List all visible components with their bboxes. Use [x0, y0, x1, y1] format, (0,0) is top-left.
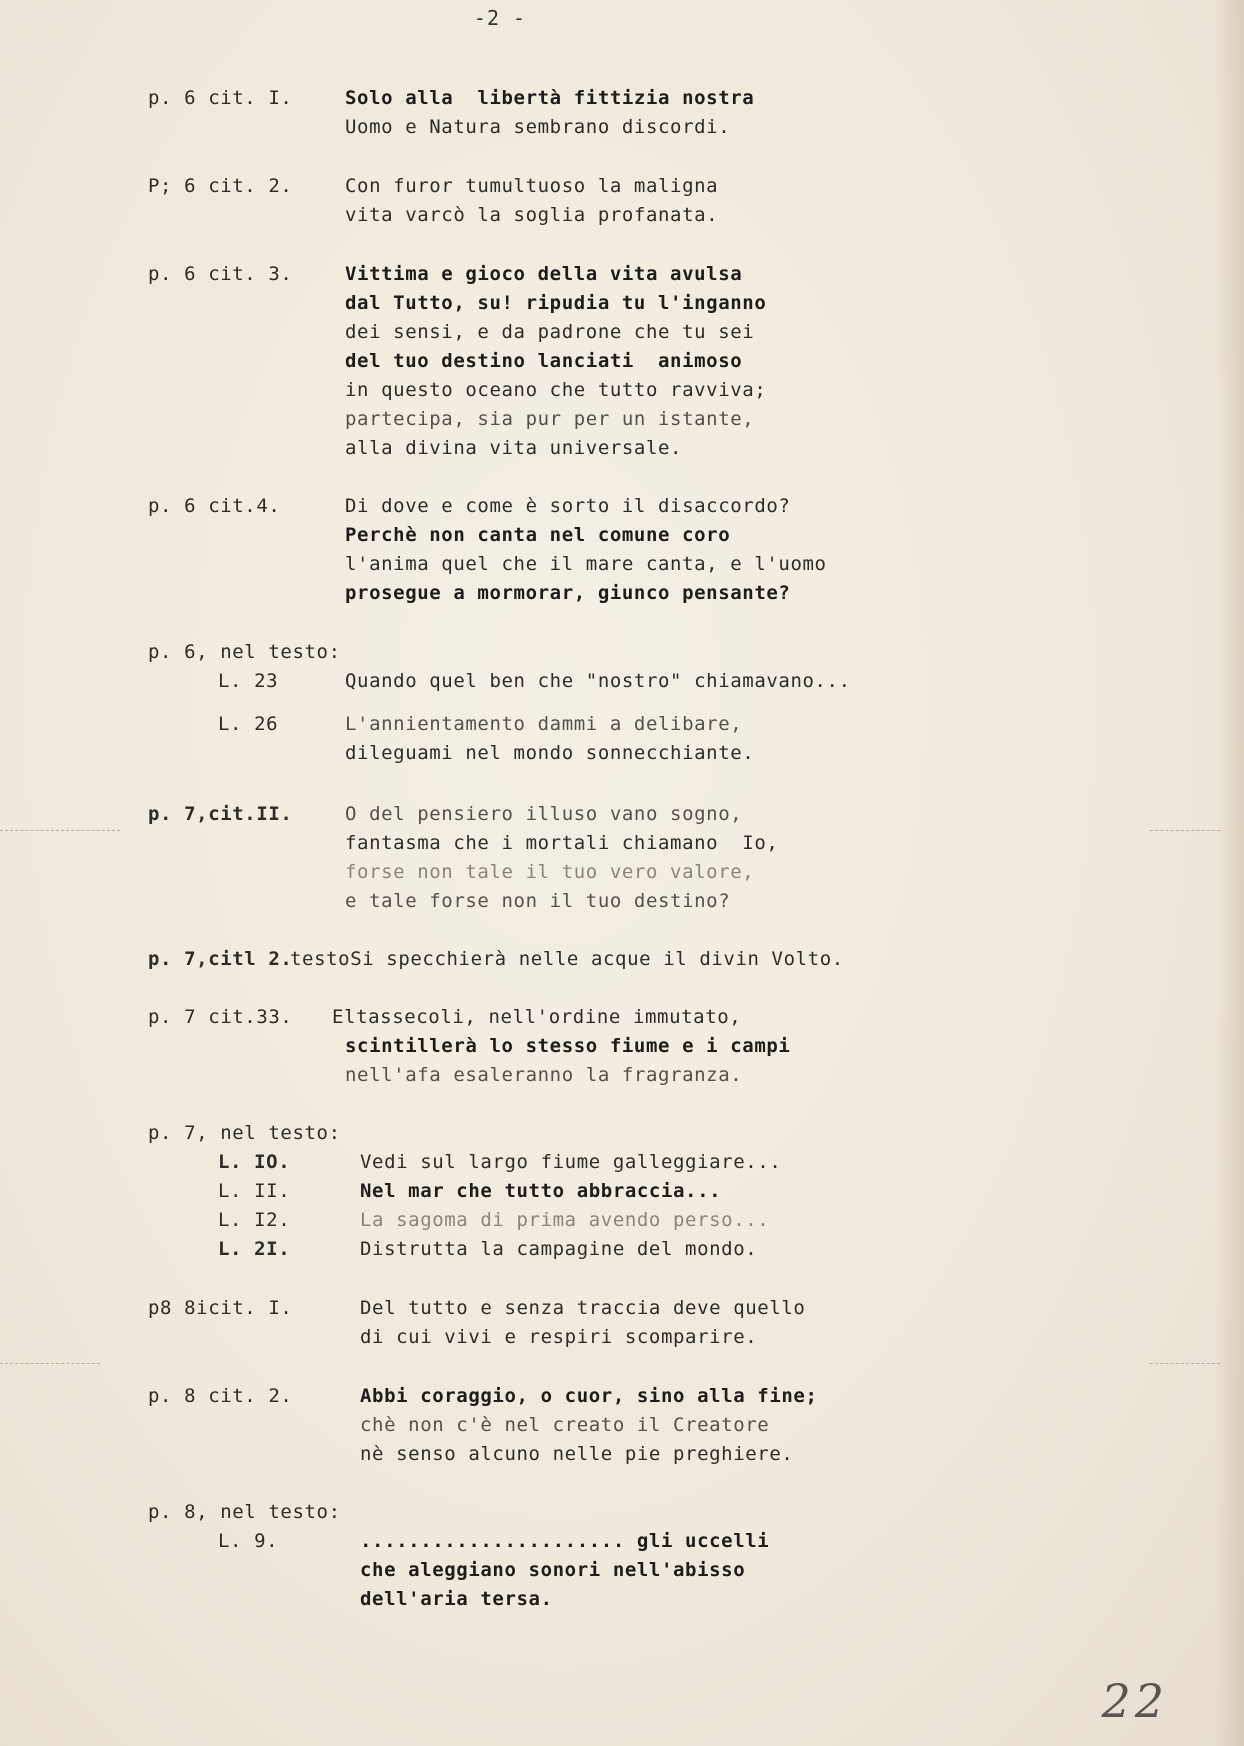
verse-line: alla divina vita universale.	[345, 437, 683, 459]
verse-line: dell'aria tersa.	[360, 1588, 553, 1610]
verse-line: Vedi sul largo fiume galleggiare...	[360, 1151, 782, 1173]
fold-mark-right-2	[1150, 1363, 1220, 1364]
verse-line: Distrutta la campagine del mondo.	[360, 1238, 758, 1260]
verse-line: Quando quel ben che "nostro" chiamavano...	[345, 670, 851, 692]
verse-line: Abbi coraggio, o cuor, sino alla fine;	[360, 1385, 818, 1407]
line-reference: L. 23	[218, 670, 279, 692]
verse-line: O del pensiero illuso vano sogno,	[345, 803, 743, 825]
verse-line: Vittima e gioco della vita avulsa	[345, 263, 743, 285]
citation-reference: p. 7,cit.II.	[148, 803, 293, 825]
verse-line: ...................... gli uccelli	[360, 1530, 770, 1552]
verse-line: Con furor tumultuoso la maligna	[345, 175, 719, 197]
verse-line: Solo alla libertà fittizia nostra	[345, 87, 755, 109]
verse-line: forse non tale il tuo vero valore,	[345, 861, 755, 883]
verse-line: Di dove e come è sorto il disaccordo?	[345, 495, 791, 517]
line-reference: L. IO.	[218, 1151, 291, 1173]
verse-line: in questo oceano che tutto ravviva;	[345, 379, 767, 401]
line-reference: L. 9.	[218, 1530, 279, 1552]
verse-line: nè senso alcuno nelle pie preghiere.	[360, 1443, 794, 1465]
verse-line: La sagoma di prima avendo perso...	[360, 1209, 770, 1231]
verse-line: testoSi specchierà nelle acque il divin Volto.	[290, 948, 844, 970]
fold-mark-left	[0, 830, 120, 831]
fold-mark-right	[1150, 830, 1220, 831]
line-reference: L. II.	[218, 1180, 291, 1202]
verse-line: Uomo e Natura sembrano discordi.	[345, 116, 731, 138]
verse-line: dileguami nel mondo sonnecchiante.	[345, 742, 755, 764]
verse-line: che aleggiano sonori nell'abisso	[360, 1559, 746, 1581]
verse-line: chè non c'è nel creato il Creatore	[360, 1414, 770, 1436]
citation-reference: P; 6 cit. 2.	[148, 175, 293, 197]
verse-line: del tuo destino lanciati animoso	[345, 350, 743, 372]
handwritten-page-number: 22	[1101, 1674, 1168, 1728]
verse-line: dei sensi, e da padrone che tu sei	[345, 321, 755, 343]
verse-line: partecipa, sia pur per un istante,	[345, 408, 755, 430]
verse-line: Del tutto e senza traccia deve quello	[360, 1297, 806, 1319]
verse-line: fantasma che i mortali chiamano Io,	[345, 832, 779, 854]
verse-line: vita varcò la soglia profanata.	[345, 204, 719, 226]
citation-reference: p. 6 cit. I.	[148, 87, 293, 109]
citation-reference: p. 6, nel testo:	[148, 641, 341, 663]
verse-line: nell'afa esaleranno la fragranza.	[345, 1064, 743, 1086]
line-reference: L. 2I.	[218, 1238, 291, 1260]
citation-reference: p. 7 cit.33.	[148, 1006, 293, 1028]
verse-line: e tale forse non il tuo destino?	[345, 890, 731, 912]
verse-line: di cui vivi e respiri scomparire.	[360, 1326, 758, 1348]
citation-reference: p. 7,citl 2.	[148, 948, 293, 970]
fold-mark-left-2	[0, 1363, 100, 1364]
verse-line: scintillerà lo stesso fiume e i campi	[345, 1035, 791, 1057]
citation-reference: p. 6 cit.4.	[148, 495, 281, 517]
verse-line: Perchè non canta nel comune coro	[345, 524, 731, 546]
line-reference: L. 26	[218, 713, 279, 735]
citation-reference: p. 6 cit. 3.	[148, 263, 293, 285]
verse-line: l'anima quel che il mare canta, e l'uomo	[345, 553, 827, 575]
verse-line: prosegue a mormorar, giunco pensante?	[345, 582, 791, 604]
citation-reference: p. 7, nel testo:	[148, 1122, 341, 1144]
citation-reference: p8 8icit. I.	[148, 1297, 293, 1319]
verse-line: L'annientamento dammi a delibare,	[345, 713, 743, 735]
citation-reference: p. 8 cit. 2.	[148, 1385, 293, 1407]
verse-line: Nel mar che tutto abbraccia...	[360, 1180, 722, 1202]
line-reference: L. I2.	[218, 1209, 291, 1231]
paper-edge-shadow	[1216, 0, 1244, 1746]
citation-reference: p. 8, nel testo:	[148, 1501, 341, 1523]
page-number: -2 -	[473, 6, 527, 30]
verse-line: Eltassecoli, nell'ordine immutato,	[332, 1006, 742, 1028]
verse-line: dal Tutto, su! ripudia tu l'inganno	[345, 292, 767, 314]
